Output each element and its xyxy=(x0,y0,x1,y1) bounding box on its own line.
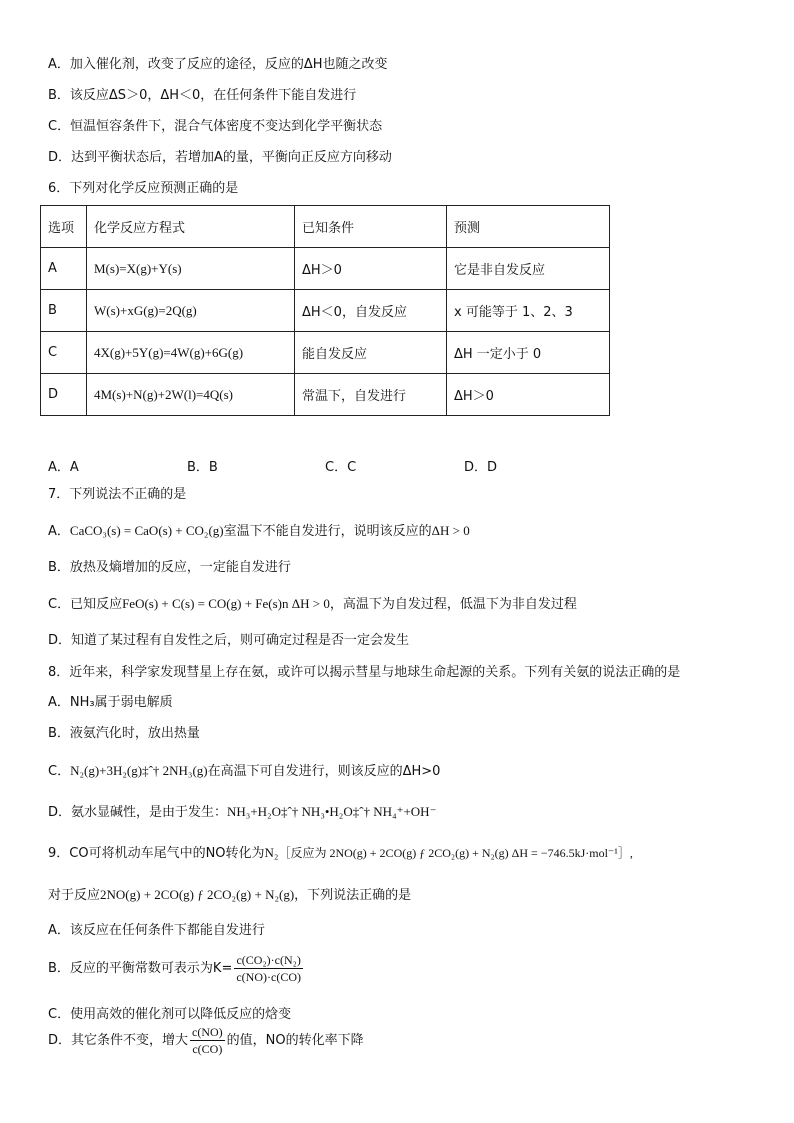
fraction xyxy=(190,1024,225,1057)
table-cell: M(s)=X(g)+Y(s) xyxy=(87,248,295,290)
q7-stem: 7．下列说法不正确的是 xyxy=(48,487,187,502)
table-cell: x 可能等于 1、2、3 xyxy=(447,290,610,332)
q6-option-a: A．A xyxy=(48,460,79,475)
q7-option-a xyxy=(48,522,470,541)
question-text: ，下列说法正确的是 xyxy=(294,888,412,903)
chemical-formula: N₂ xyxy=(264,845,279,860)
q8-option-b: B．液氨汽化时，放出热量 xyxy=(48,726,200,741)
table-cell: ΔH＞0 xyxy=(295,248,447,290)
table-header-row xyxy=(41,206,610,248)
table-cell: 4X(g)+5Y(g)=4W(g)+6G(g) xyxy=(87,332,295,374)
table-cell: 常温下，自发进行 xyxy=(295,374,447,416)
table-cell: 能自发反应 xyxy=(295,332,447,374)
option-text: D．氨水显碱性，是由于发生： xyxy=(48,805,228,820)
option-text: 在高温下可自发进行，则该反应的ΔH>0 xyxy=(207,764,441,779)
table-cell: B xyxy=(41,290,87,332)
fraction xyxy=(234,952,303,985)
numerator: c(NO) xyxy=(192,1025,223,1039)
numerator: c(CO₂)·c(N₂) xyxy=(234,952,303,969)
chemical-equation: CaCO₃(s) = CaO(s) + CO₂(g) xyxy=(69,523,224,538)
option-text: 的值，NO的转化率下降 xyxy=(226,1033,364,1048)
q7-option-b: B．放热及熵增加的反应，一定能自发进行 xyxy=(48,560,291,575)
q9-stem-line2 xyxy=(48,886,411,905)
q6-table xyxy=(40,205,610,416)
chemical-equation: NH₃+H₂O‡ˆ† NH₃•H₂O‡ˆ† NH₄⁺+OH⁻ xyxy=(227,804,437,819)
chemical-equation: N₂(g)+3H₂(g)‡ˆ† 2NH₃(g) xyxy=(70,763,208,778)
q6-option-b: B．B xyxy=(187,460,218,475)
table-cell: ΔH 一定小于 0 xyxy=(447,332,610,374)
table-cell: D xyxy=(41,374,87,416)
q8-option-c xyxy=(48,762,440,781)
q9-stem xyxy=(48,844,633,863)
question-text: 对于反应 xyxy=(48,888,101,903)
q7-option-d: D．知道了某过程有自发性之后，则可确定过程是否一定会发生 xyxy=(48,633,410,648)
q9-option-b xyxy=(48,952,305,985)
q8-option-a: A．NH₃属于弱电解质 xyxy=(48,695,173,710)
option-text: C．已知反应 xyxy=(48,597,123,612)
table-row xyxy=(41,332,610,374)
option-label: C． xyxy=(48,764,71,779)
table-cell: ΔH＜0，自发反应 xyxy=(295,290,447,332)
question-text: 9．CO可将机动车尾气中的NO转化为 xyxy=(48,846,265,861)
q6-option-d: D．D xyxy=(464,460,498,475)
table-row xyxy=(41,374,610,416)
q8-option-d xyxy=(48,803,436,822)
table-cell: ΔH＞0 xyxy=(447,374,610,416)
q8-stem: 8．近年来，科学家发现彗星上存在氨，或许可以揭示彗星与地球生命起源的关系。下列有关氨的说法正确的是 xyxy=(48,665,681,680)
q6-stem: 6．下列对化学反应预测正确的是 xyxy=(48,181,239,196)
q5-option-c: C．恒温恒容条件下，混合气体密度不变达到化学平衡状态 xyxy=(48,119,383,134)
table-cell: 它是非自发反应 xyxy=(447,248,610,290)
table-cell: 化学反应方程式 xyxy=(87,206,295,248)
q9-option-c: C．使用高效的催化剂可以降低反应的焓变 xyxy=(48,1007,292,1022)
table-cell: 选项 xyxy=(41,206,87,248)
option-label: A． xyxy=(48,524,70,539)
q7-option-c xyxy=(48,595,577,614)
chemical-equation: FeO(s) + C(s) = CO(g) + Fe(s)n ΔH > 0 xyxy=(122,596,330,611)
option-text: ，高温下为自发过程，低温下为非自发过程 xyxy=(329,597,577,612)
q6-option-c: C．C xyxy=(325,460,357,475)
q9-option-a: A．该反应在任何条件下都能自发进行 xyxy=(48,923,265,938)
math-expression: ΔH > 0 xyxy=(431,523,470,538)
table-row xyxy=(41,248,610,290)
q9-option-d xyxy=(48,1024,364,1057)
table-cell: 预测 xyxy=(447,206,610,248)
option-text: 室温下不能自发进行，说明该反应的 xyxy=(223,524,432,539)
table-cell: W(s)+xG(g)=2Q(g) xyxy=(87,290,295,332)
q5-option-d: D．达到平衡状态后，若增加A的量，平衡向正反应方向移动 xyxy=(48,150,392,165)
q5-option-a: A．加入催化剂，改变了反应的途径，反应的ΔH也随之改变 xyxy=(48,57,388,72)
chemical-equation: 2NO(g) + 2CO(g) ƒ 2CO₂(g) + N₂(g) xyxy=(100,887,295,902)
table-cell: A xyxy=(41,248,87,290)
q5-option-b: B．该反应ΔS＞0，ΔH＜0，在任何条件下能自发进行 xyxy=(48,88,357,103)
option-text: B．反应的平衡常数可表示为K= xyxy=(48,961,233,976)
denominator: c(NO)·c(CO) xyxy=(236,970,301,984)
table-cell: C xyxy=(41,332,87,374)
denominator: c(CO) xyxy=(192,1042,223,1056)
chemical-equation: ［反应为 2NO(g) + 2CO(g) ƒ 2CO₂(g) + N₂(g) ΔH = −746.5kJ·mol⁻¹］, xyxy=(278,846,633,860)
table-row xyxy=(41,290,610,332)
table-cell: 4M(s)+N(g)+2W(l)=4Q(s) xyxy=(87,374,295,416)
table-cell: 已知条件 xyxy=(295,206,447,248)
option-text: D．其它条件不变，增大 xyxy=(48,1033,189,1048)
